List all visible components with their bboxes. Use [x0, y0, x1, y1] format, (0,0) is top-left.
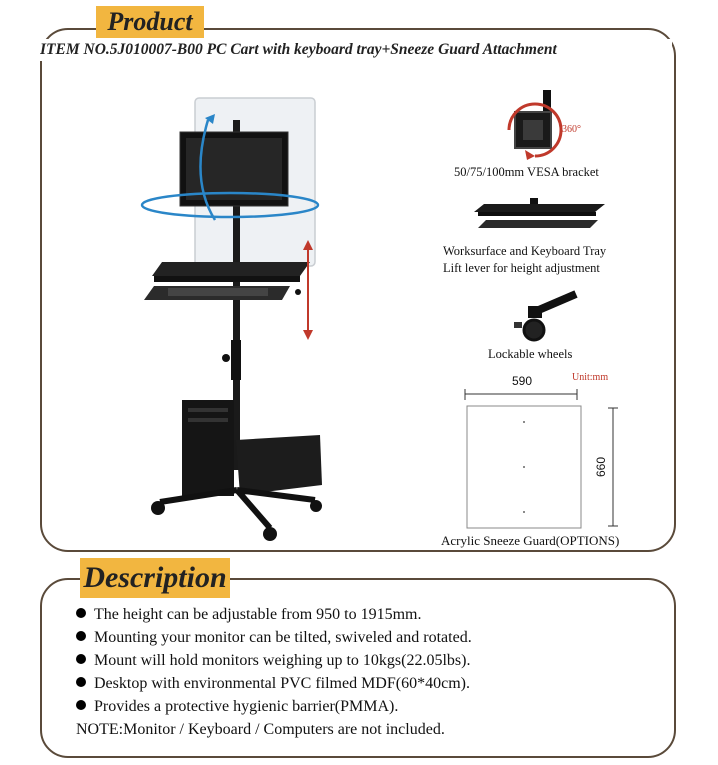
- description-item: The height can be adjustable from 950 to 1915mm.: [76, 606, 421, 624]
- storage-box: [236, 435, 322, 495]
- note-text: NOTE:Monitor / Keyboard / Computers are not included.: [76, 721, 445, 738]
- cpu-tower: [182, 400, 234, 496]
- wheel-illustration: [508, 288, 578, 344]
- pc-cart-illustration: [140, 90, 340, 545]
- product-tab: Product: [96, 6, 204, 38]
- vesa-caption: 50/75/100mm VESA bracket: [454, 165, 599, 179]
- description-item: Mounting your monitor can be tilted, swiveled and rotated.: [76, 629, 472, 647]
- vesa-angle-label: 360°: [562, 124, 581, 135]
- unit-label: Unit:mm: [572, 372, 609, 383]
- item-title: ITEM NO.5J010007-B00 PC Cart with keyboard tray+Sneeze Guard Attachment: [40, 39, 672, 61]
- worksurface-caption-1: Worksurface and Keyboard Tray: [443, 244, 607, 258]
- worksurface-illustration: [470, 198, 610, 238]
- dim-height-label: 660: [594, 456, 609, 478]
- sneeze-guard-caption: Acrylic Sneeze Guard(OPTIONS): [441, 533, 620, 548]
- description-tab: Description: [80, 558, 230, 598]
- dim-width-label: 590: [512, 374, 533, 388]
- description-item: Mount will hold monitors weighing up to 10kgs(22.05lbs).: [76, 652, 470, 670]
- description-item: Provides a protective hygienic barrier(PMMA).: [76, 698, 398, 716]
- worksurface: [152, 262, 310, 276]
- description-item: Desktop with environmental PVC filmed MDF(60*40cm).: [76, 675, 470, 693]
- worksurface-caption-2: Lift lever for height adjustment: [443, 261, 600, 275]
- wheels-caption: Lockable wheels: [488, 347, 573, 361]
